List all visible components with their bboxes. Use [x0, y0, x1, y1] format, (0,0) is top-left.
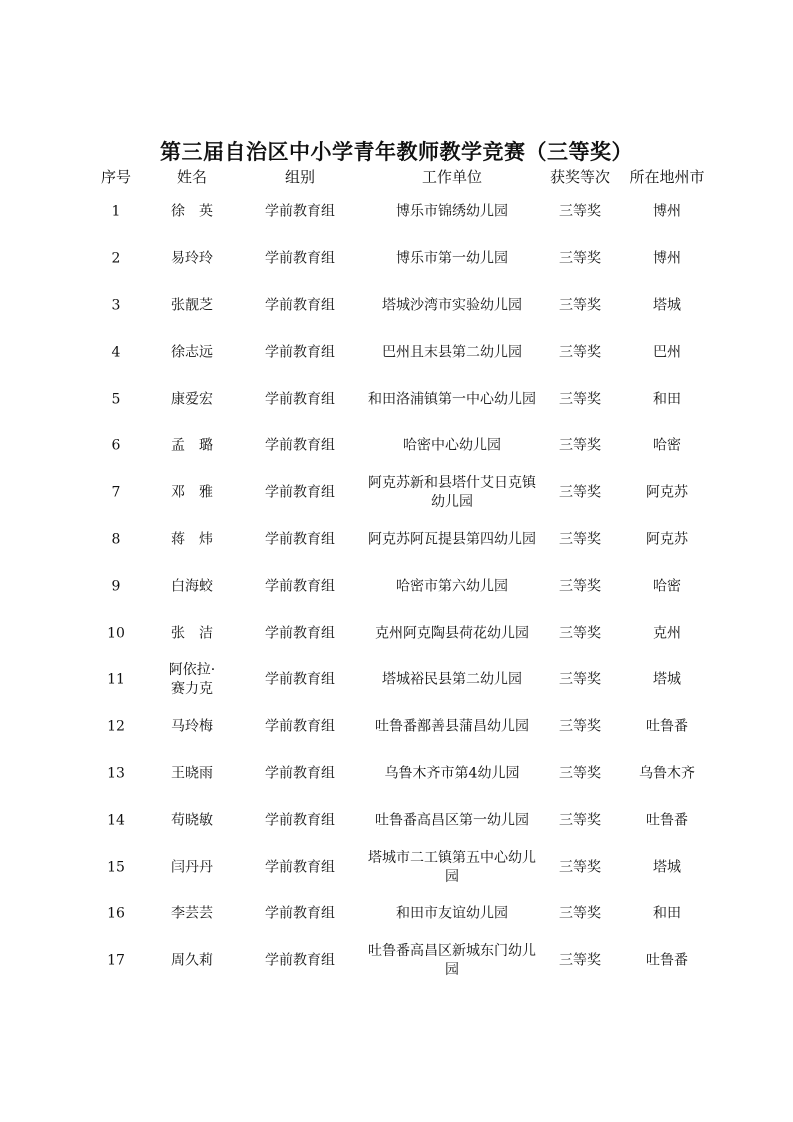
page-title: 第三届自治区中小学青年教师教学竞赛（三等奖）: [160, 140, 633, 164]
cell-group: 学前教育组: [265, 905, 335, 922]
cell-city: 吐鲁番: [646, 718, 688, 735]
cell-group: 学前教育组: [265, 437, 335, 454]
cell-index: 9: [111, 578, 121, 595]
cell-index: 12: [107, 718, 125, 735]
cell-index: 11: [107, 671, 125, 688]
table-row: [0, 610, 793, 657]
table-row: [0, 844, 793, 891]
table-header: [0, 166, 793, 188]
cell-unit: 和田洛浦镇第一中心幼儿园: [368, 391, 536, 408]
cell-city: 乌鲁木齐: [639, 765, 695, 782]
table-row: [0, 329, 793, 376]
cell-award: 三等奖: [559, 812, 601, 829]
cell-city: 吐鲁番: [646, 952, 688, 969]
header-index: 序号: [100, 168, 131, 186]
cell-group: 学前教育组: [265, 812, 335, 829]
cell-index: 13: [107, 765, 125, 782]
cell-group: 学前教育组: [265, 952, 335, 969]
cell-group: 学前教育组: [265, 297, 335, 314]
cell-city: 阿克苏: [646, 531, 688, 548]
cell-index: 10: [107, 625, 125, 642]
cell-group: 学前教育组: [265, 578, 335, 595]
cell-group: 学前教育组: [265, 250, 335, 267]
cell-index: 3: [111, 297, 121, 314]
cell-unit: 巴州且末县第二幼儿园: [382, 344, 522, 361]
cell-index: 14: [107, 812, 125, 829]
cell-city: 塔城: [653, 671, 681, 688]
cell-name: 苟晓敏: [171, 812, 213, 829]
header-group: 组别: [284, 168, 315, 186]
cell-group: 学前教育组: [265, 859, 335, 876]
table-row: [0, 563, 793, 610]
cell-group: 学前教育组: [265, 625, 335, 642]
cell-unit: 吐鲁番高昌区第一幼儿园: [375, 812, 529, 829]
cell-index: 17: [107, 952, 125, 969]
cell-award: 三等奖: [559, 250, 601, 267]
cell-city: 克州: [653, 625, 681, 642]
cell-unit: 博乐市锦绣幼儿园: [396, 203, 508, 220]
table-row: [0, 189, 793, 236]
cell-group: 学前教育组: [265, 391, 335, 408]
cell-group: 学前教育组: [265, 718, 335, 735]
cell-city: 巴州: [653, 344, 681, 361]
cell-city: 哈密: [653, 437, 681, 454]
cell-unit: 阿克苏新和县塔什艾日克镇幼儿园: [368, 475, 536, 511]
cell-unit: 乌鲁木齐市第4幼儿园: [384, 765, 520, 782]
header-city: 所在地州市: [629, 168, 705, 186]
cell-index: 4: [111, 344, 121, 361]
cell-city: 塔城: [653, 859, 681, 876]
cell-name: 周久莉: [171, 952, 213, 969]
header-award: 获奖等次: [549, 168, 610, 186]
cell-award: 三等奖: [559, 578, 601, 595]
cell-award: 三等奖: [559, 905, 601, 922]
cell-name: 孟 璐: [171, 437, 213, 454]
table-row: [0, 704, 793, 751]
table-row: [0, 470, 793, 517]
cell-award: 三等奖: [559, 531, 601, 548]
cell-award: 三等奖: [559, 344, 601, 361]
table-row: [0, 423, 793, 470]
cell-city: 阿克苏: [646, 484, 688, 501]
cell-name: 康爱宏: [171, 391, 213, 408]
cell-group: 学前教育组: [265, 484, 335, 501]
cell-group: 学前教育组: [265, 344, 335, 361]
cell-index: 5: [111, 391, 121, 408]
table-row: [0, 751, 793, 798]
cell-name: 张靓芝: [171, 297, 213, 314]
cell-unit: 吐鲁番鄯善县蒲昌幼儿园: [375, 718, 529, 735]
cell-award: 三等奖: [559, 484, 601, 501]
table-row: [0, 891, 793, 938]
table-row: [0, 283, 793, 330]
cell-index: 7: [111, 484, 121, 501]
cell-name: 马玲梅: [171, 718, 213, 735]
cell-city: 吐鲁番: [646, 812, 688, 829]
cell-index: 1: [111, 203, 121, 220]
cell-award: 三等奖: [559, 765, 601, 782]
cell-unit: 吐鲁番高昌区新城东门幼儿园: [368, 943, 536, 979]
cell-award: 三等奖: [559, 952, 601, 969]
cell-index: 16: [107, 905, 125, 922]
cell-name: 邓 雅: [171, 484, 213, 501]
cell-unit: 阿克苏阿瓦提县第四幼儿园: [368, 531, 536, 548]
cell-index: 6: [111, 437, 121, 454]
cell-unit: 塔城沙湾市实验幼儿园: [382, 297, 522, 314]
cell-group: 学前教育组: [265, 203, 335, 220]
cell-name: 闫丹丹: [171, 859, 213, 876]
table-row: [0, 376, 793, 423]
cell-award: 三等奖: [559, 859, 601, 876]
cell-group: 学前教育组: [265, 531, 335, 548]
cell-award: 三等奖: [559, 625, 601, 642]
cell-name: 徐志远: [171, 344, 213, 361]
header-unit: 工作单位: [421, 168, 482, 186]
cell-award: 三等奖: [559, 671, 601, 688]
cell-name: 易玲玲: [171, 250, 213, 267]
cell-index: 2: [111, 250, 121, 267]
cell-unit: 哈密中心幼儿园: [403, 437, 501, 454]
table-row: [0, 517, 793, 564]
cell-name: 白海蛟: [171, 578, 213, 595]
cell-city: 和田: [653, 905, 681, 922]
awards-table-body: [0, 189, 793, 985]
cell-name: 蒋 炜: [171, 531, 213, 548]
cell-award: 三等奖: [559, 718, 601, 735]
cell-award: 三等奖: [559, 437, 601, 454]
cell-name: 徐 英: [171, 203, 213, 220]
cell-unit: 克州阿克陶县荷花幼儿园: [375, 625, 529, 642]
cell-name: 张 洁: [171, 625, 213, 642]
cell-unit: 哈密市第六幼儿园: [396, 578, 508, 595]
cell-award: 三等奖: [559, 391, 601, 408]
cell-index: 8: [111, 531, 121, 548]
table-row: [0, 657, 793, 704]
cell-city: 塔城: [653, 297, 681, 314]
cell-unit: 博乐市第一幼儿园: [396, 250, 508, 267]
cell-name: 李芸芸: [171, 905, 213, 922]
cell-award: 三等奖: [559, 203, 601, 220]
cell-group: 学前教育组: [265, 671, 335, 688]
cell-city: 哈密: [653, 578, 681, 595]
cell-award: 三等奖: [559, 297, 601, 314]
table-row: [0, 938, 793, 985]
cell-city: 和田: [653, 391, 681, 408]
cell-city: 博州: [653, 250, 681, 267]
cell-unit: 和田市友谊幼儿园: [396, 905, 508, 922]
cell-index: 15: [107, 859, 125, 876]
cell-name: 阿依拉·赛力克: [168, 662, 216, 698]
cell-unit: 塔城裕民县第二幼儿园: [382, 671, 522, 688]
cell-city: 博州: [653, 203, 681, 220]
cell-group: 学前教育组: [265, 765, 335, 782]
cell-unit: 塔城市二工镇第五中心幼儿园: [368, 849, 536, 885]
header-name: 姓名: [176, 168, 207, 186]
table-row: [0, 236, 793, 283]
table-row: [0, 797, 793, 844]
cell-name: 王晓雨: [171, 765, 213, 782]
